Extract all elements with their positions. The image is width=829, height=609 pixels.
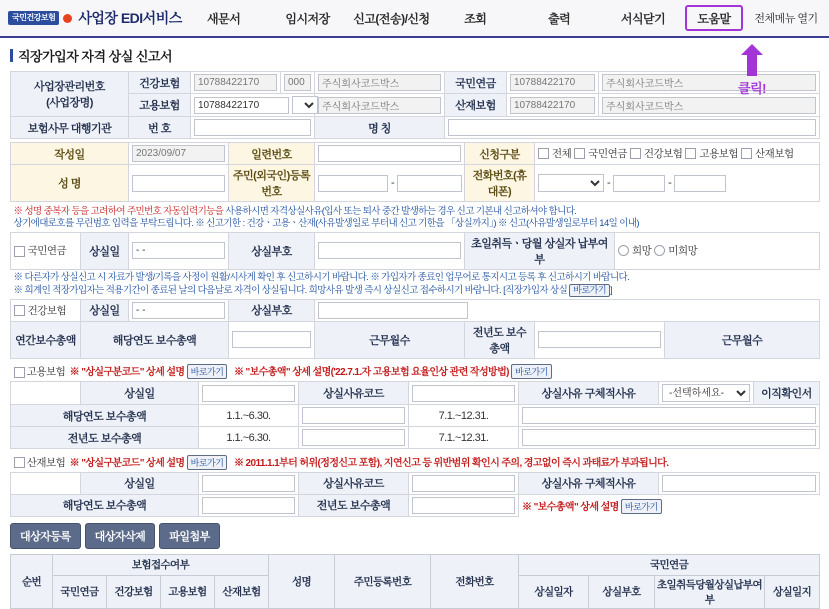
receipt-no-input[interactable] [318,145,461,162]
brand-logo [0,8,182,28]
health-name-cell [315,72,445,94]
attach-file-button[interactable]: 파일첨부 [159,523,220,549]
table-row [11,321,820,358]
col-pension-refund: 초일취득당월상실납부여부 [655,575,765,608]
health-prev-year-input[interactable] [538,331,661,348]
phone-last-input[interactable] [674,175,726,192]
click-label: 클릭! [738,81,766,96]
action-buttons-row [0,517,829,554]
industrial-this-year-input[interactable] [202,497,295,514]
health-note-line1: ※ 다른자가 상실신고 시 자료가 발생/기록을 사정이 원활/시사게 확인 후 신고하시기 바랍니다. ※ 가입자가 종료인 업무어로 통지시고 등록 후 신고하시기 바랍니다. [13,271,630,283]
industrial-loss-date-label: 상실일 [81,472,199,494]
table-row [11,472,820,494]
brand-badge: 국민건강보험 [8,11,59,26]
industrial-name-input[interactable] [602,97,816,114]
pension-note-cell [11,204,820,232]
health-loss-date-cell [129,299,229,321]
apply-type-employment-label: 고용보험 [699,148,739,160]
employment-spacer-cell [11,382,81,405]
workplace-label-line2: (사업장명) [46,97,93,109]
col-pension-loss-date: 상실일자 [519,575,589,608]
pension-loss-code-input[interactable] [318,242,461,259]
industrial-this-year-cell [199,494,299,516]
target-list-table [10,554,820,609]
employment-header-note-cell [11,361,820,382]
industrial-reason-code-label: 상실사유코드 [299,472,409,494]
name-label: 성 명 [11,165,129,202]
employment-prev-year-label: 전년도 보수총액 [11,427,199,449]
employment-reason-code-input[interactable] [412,385,515,402]
workplace-form [10,71,820,139]
col-name: 성명 [269,554,335,608]
industrial-note-2: ※ 2011.1.1부터 허위(정정신고 포함), 지연신고 등 위반범위 확인시 주의, 경고없이 즉시 과태료가 부과됩니다. [233,457,669,469]
employment-name-input[interactable] [318,97,441,114]
col-receipt-pension: 국민연금 [53,575,107,608]
pension-section-tag-cell [11,232,81,269]
apply-type-label: 신청구분 [465,143,535,165]
page-title-row [0,38,829,71]
health-sub-input[interactable] [284,74,311,91]
table-row [11,94,820,117]
employment-prev-val2-input[interactable] [522,429,816,446]
col-pension-loss-code: 상실부호 [589,575,655,608]
name-cell [129,165,229,202]
employment-prev-range1-cell: 1.1.~6.30. [199,427,299,449]
health-prev-months-label: 근무월수 [665,321,820,358]
table-row [11,361,820,382]
industrial-pay-note: ※ "보수총액" 상세 설명 [522,501,619,513]
industrial-this-year-label: 해당연도 보수총액 [11,494,199,516]
apply-type-employment-checkbox[interactable] [685,148,696,159]
phone-dash-1: - [607,177,611,189]
industrial-loss-date-input[interactable] [202,475,295,492]
rrn-cell [315,165,465,202]
health-this-year-label: 해당연도 보수총액 [81,321,229,358]
employment-no-input[interactable] [194,97,289,114]
employment-loss-date-cell [199,382,299,405]
col-receipt-employment: 고용보험 [161,575,215,608]
industrial-no-cell [507,94,599,117]
employment-no-select[interactable] [292,96,318,114]
col-rrn: 주민등록번호 [335,554,431,608]
health-this-year-cell [229,321,315,358]
receipt-no-label: 일련번호 [229,143,315,165]
pension-refund-yes-radio[interactable] [618,245,629,256]
nav-item-help[interactable]: 도움말 [685,5,743,31]
health-name-input[interactable] [318,74,441,91]
health-prev-year-label-a: 전년도 보수총액 [465,321,535,358]
top-navigation-bar [0,0,829,38]
employment-this-range2-cell: 7.1.~12.31. [409,405,519,427]
table-row [11,72,820,94]
industrial-pay-note-cell [519,494,820,516]
nav-item-print[interactable]: 출력 [548,11,571,26]
table-row [11,204,820,232]
table-row [11,451,820,472]
employment-prev-val1-input[interactable] [302,429,405,446]
phone-dash-2: - [668,177,672,189]
col-receipt-industrial: 산재보험 [215,575,269,608]
pension-no-input[interactable] [510,74,595,91]
health-note-link[interactable]: 바로가기 [569,284,610,297]
health-note-line2: ※ 희계인 적장가입자는 적용기간이 종료된 날의 다음날로 자격이 상실됩니다. 희망사유 발생 즉시 상실신고 접수하시기 바랍니다. [직장가입자 상실 바로가기 ] [13,284,613,296]
employment-reason-code-cell [409,382,519,405]
health-insurance-label: 건강보험 [129,72,191,94]
industrial-note-link-1[interactable]: 바로가기 [187,455,228,470]
apply-type-all-checkbox[interactable] [538,148,549,159]
employment-leave-confirm-label: 이직확인서 [754,382,820,405]
employment-this-val2-cell [519,405,820,427]
industrial-label: 산재보험 [445,94,507,117]
apply-type-cell [535,143,820,165]
col-pension-loss-date-2: 상실일지 [765,575,820,608]
industrial-section-label: 산재보험 [26,456,66,469]
apply-type-pension-label: 국민연금 [588,148,627,160]
table-row [11,143,820,165]
employment-this-year-label: 해당연도 보수총액 [11,405,199,427]
pension-no-cell [507,72,599,94]
industrial-loss-date-cell [199,472,299,494]
pension-loss-code-label: 상실부호 [229,232,315,269]
employment-reason-code-label: 상실사유코드 [299,382,409,405]
brand-dot-icon [63,14,72,23]
employment-prev-val1-cell [299,427,409,449]
health-work-months-label: 근무월수 [315,321,465,358]
col-phone: 전화번호 [431,554,519,608]
pension-refund-label: 초일취득ㆍ당월 상실자 납부여부 [465,232,615,269]
pension-note-line1: ※ 성명 중복자 등을 고려하여 주민번호 자동입력기능을 사용하시면 자격상실사유(입사 또는 퇴사 중간 발생하는 경우 신고 기본내 신고하셔야 합니다. [13,206,577,217]
pension-refund-no-radio[interactable] [654,245,665,256]
agency-no-label: 번 호 [129,117,191,139]
industrial-reason-code-cell [409,472,519,494]
pension-note-line2: 상기에대로호를 무린범호 입력을 부탁드립니다. ※ 신고기한 : 건강ㆍ고용ㆍ산재(사유발생일로 부터내 신고 기한을 「상실까지」) ※ 신고(사유발생일로부터 14일 이내) [13,217,639,229]
industrial-reason-code-input[interactable] [412,475,515,492]
pension-loss-date-label: 상실일 [81,232,129,269]
employment-header-note [14,363,817,379]
phone-mid-input[interactable] [613,175,665,192]
employment-this-val1-input[interactable] [302,407,405,424]
register-target-button[interactable]: 대상자등록 [10,523,81,549]
pension-section-checkbox[interactable] [14,246,25,257]
table-row [11,405,820,427]
table-row [11,165,820,202]
health-no-input[interactable] [194,74,277,91]
employment-loss-date-label: 상실일 [81,382,199,405]
employment-section-checkbox[interactable] [14,367,25,378]
nav-item-full-menu[interactable]: 전체메뉴 열기 [754,13,818,25]
employment-section-label: 고용보험 [26,366,66,379]
agency-no-input[interactable] [194,119,311,136]
nav-item-inquiry[interactable]: 조회 [464,11,487,26]
industrial-pay-note-link[interactable]: 바로가기 [621,499,662,514]
title-accent-bar [10,49,13,62]
table-row [11,494,820,516]
industrial-section-checkbox[interactable] [14,457,25,468]
col-group-receipt: 보험접수여부 [53,554,269,575]
click-annotation [707,44,797,97]
nav-item-report-send[interactable]: 신고(전송)/신청 [353,11,430,26]
industrial-section [10,451,820,517]
apply-type-health-checkbox[interactable] [630,148,641,159]
basic-info-form [10,142,820,202]
industrial-reason-detail-label: 상실사유 구체적사유 [519,472,659,494]
employment-prev-range2-cell: 7.1.~12.31. [409,427,519,449]
page-title: 직장가입자 자격 상실 신고서 [18,49,173,64]
industrial-header-note-cell [11,451,820,472]
pension-refund-cell [615,232,820,269]
health-section [10,270,820,359]
employment-this-range1-cell: 1.1.~6.30. [199,405,299,427]
pension-loss-date-input[interactable] [132,242,225,259]
industrial-spacer-cell [11,472,81,494]
pension-loss-date-cell [129,232,229,269]
health-loss-date-input[interactable] [132,302,225,319]
apply-type-health-label: 건강보험 [643,148,683,160]
rrn-dash: - [391,177,395,189]
delete-target-button[interactable]: 대상자삭제 [85,523,156,549]
industrial-header-note [14,454,817,470]
employment-note-link-1[interactable]: 바로가기 [187,364,228,379]
table-row [11,427,820,449]
health-loss-code-cell [315,299,820,321]
table-row [11,117,820,139]
nav-item-temp-save[interactable]: 임시저장 [285,11,330,26]
health-this-year-input[interactable] [232,331,311,348]
agency-no-cell [191,117,315,139]
industrial-prev-year-cell [409,494,519,516]
pension-label: 국민연금 [445,72,507,94]
nav-item-close-form[interactable]: 서식닫기 [620,11,666,26]
employment-this-val1-cell [299,405,409,427]
pension-loss-code-cell [315,232,465,269]
employment-note-2: ※ "보수총액" 상세 설명('22.7.1.자 고용보험 요율인상 관련 작성방법) [233,367,509,379]
nav-items [182,0,829,36]
phone-cell [535,165,820,202]
apply-type-industrial-label: 산재보험 [755,148,794,160]
health-loss-date-label: 상실일 [81,299,129,321]
write-date-cell [129,143,229,165]
nav-item-new-doc[interactable]: 새문서 [207,11,241,26]
health-no-cell [191,72,281,94]
industrial-note-1: ※ "상실구분코드" 상세 설명 [69,457,185,469]
apply-type-pension-checkbox[interactable] [574,148,585,159]
employment-no-cell [191,94,315,117]
health-section-tag-cell [11,299,81,321]
employment-this-val2-input[interactable] [522,407,816,424]
table-row [11,270,820,300]
pension-section-label: 국민연금 [27,245,67,258]
apply-type-all-label: 전체 [552,148,572,160]
employment-name-cell [315,94,445,117]
health-loss-code-label: 상실부호 [229,299,315,321]
table-row [11,232,820,269]
apply-type-industrial-checkbox[interactable] [741,148,752,159]
workplace-label-cell [11,72,129,117]
name-input[interactable] [132,175,225,192]
health-prev-year-cell [535,321,665,358]
col-receipt-health: 건강보험 [107,575,161,608]
industrial-reason-detail-input[interactable] [662,475,816,492]
pension-section [10,204,820,270]
workplace-label-line1: 사업장관리번호 [34,81,105,93]
employment-note-1: ※ "상실구분코드" 상세 설명 [69,367,185,379]
agency-label: 보험사무 대행기관 [11,117,129,139]
health-sub-cell [281,72,315,94]
pension-refund-no-label: 미희망 [668,245,698,258]
employment-prev-val2-cell [519,427,820,449]
employment-reason-detail-cell [659,382,754,405]
health-section-label: 건강보험 [27,304,67,317]
phone-prefix-select[interactable] [538,174,604,192]
health-loss-code-input[interactable] [318,302,468,319]
health-section-checkbox[interactable] [14,305,25,316]
agency-name-cell [445,117,820,139]
agency-name-input[interactable] [448,119,816,136]
col-group-pension: 국민연금 [519,554,820,575]
phone-label: 전화번호(휴대폰) [465,165,535,202]
health-note-cell [11,270,820,300]
industrial-no-input[interactable] [510,97,595,114]
health-annual-pay-label: 연간보수총액 [11,321,81,358]
brand-title: 사업장 EDI서비스 [78,10,182,26]
rrn-front-input[interactable] [318,175,388,192]
table-row [11,299,820,321]
industrial-prev-year-input[interactable] [412,497,515,514]
up-arrow-icon [741,44,763,76]
rrn-label: 주민(외국인)등록번호 [229,165,315,202]
industrial-reason-detail-cell [659,472,820,494]
col-seq: 순번 [11,554,53,608]
agency-name-label: 명 칭 [315,117,445,139]
employment-note-link-2[interactable]: 바로가기 [511,364,552,379]
rrn-back-input[interactable] [397,175,462,192]
employment-reason-detail-select[interactable] [662,384,750,402]
employment-reason-detail-label: 상실사유 구체적사유 [519,382,659,405]
employment-label: 고용보험 [129,94,191,117]
employment-loss-date-input[interactable] [202,385,295,402]
write-date-input[interactable] [132,145,225,162]
table-row [11,382,820,405]
pension-refund-yes-label: 희망 [632,245,652,258]
write-date-label: 작성일 [11,143,129,165]
employment-section [10,361,820,450]
receipt-no-cell [315,143,465,165]
industrial-prev-year-label: 전년도 보수총액 [299,494,409,516]
table-header-row [11,554,820,575]
